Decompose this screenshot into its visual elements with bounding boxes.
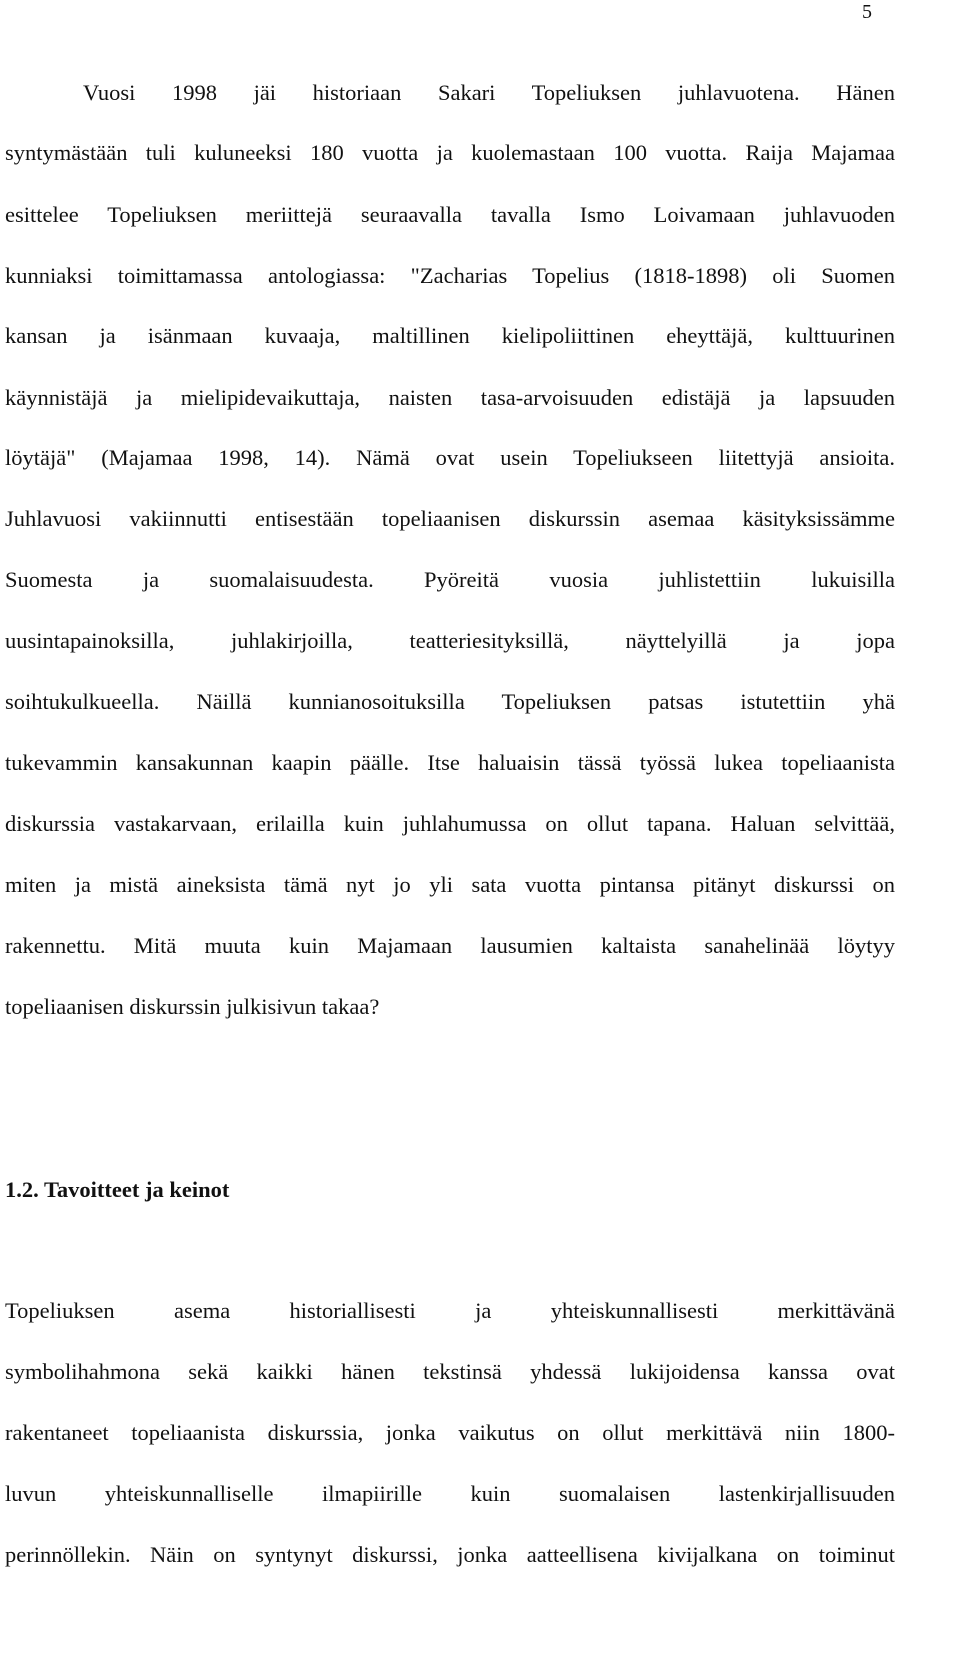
- text-line: rakentaneet topeliaanista diskurssia, jonka vaikutus on ollut merkittävä niin 1800-: [5, 1420, 895, 1445]
- text-line: käynnistäjä ja mielipidevaikuttaja, naisten tasa-arvoisuuden edistäjä ja lapsuuden: [5, 385, 895, 410]
- section-heading: 1.2. Tavoitteet ja keinot: [5, 1177, 230, 1202]
- text-line: miten ja mistä aineksista tämä nyt jo yli sata vuotta pintansa pitänyt diskurssi on: [5, 872, 895, 897]
- text-line: perinnöllekin. Näin on syntynyt diskurssi, jonka aatteellisena kivijalkana on toiminut: [5, 1542, 895, 1567]
- text-line: kansan ja isänmaan kuvaaja, maltillinen kielipoliittinen eheyttäjä, kulttuurinen: [5, 323, 895, 348]
- text-line: Juhlavuosi vakiinnutti entisestään topeliaanisen diskurssin asemaa käsityksissämme: [5, 506, 895, 531]
- text-line: löytäjä" (Majamaa 1998, 14). Nämä ovat usein Topeliukseen liitettyjä ansioita.: [5, 445, 895, 470]
- text-line: topeliaanisen diskurssin julkisivun takaa?: [5, 994, 380, 1019]
- text-line: diskurssia vastakarvaan, erilailla kuin juhlahumussa on ollut tapana. Haluan selvittää,: [5, 811, 895, 836]
- text-line: Vuosi 1998 jäi historiaan Sakari Topeliuksen juhlavuotena. Hänen: [83, 80, 895, 105]
- text-line: kunniaksi toimittamassa antologiassa: "Zacharias Topelius (1818-1898) oli Suomen: [5, 263, 895, 288]
- text-line: soihtukulkueella. Näillä kunnianosoituksilla Topeliuksen patsas istutettiin yhä: [5, 689, 895, 714]
- page-number: 5: [862, 1, 872, 23]
- text-line: uusintapainoksilla, juhlakirjoilla, teatteriesityksillä, näyttelyillä ja jopa: [5, 628, 895, 653]
- text-line: luvun yhteiskunnalliselle ilmapiirille kuin suomalaisen lastenkirjallisuuden: [5, 1481, 895, 1506]
- text-line: symbolihahmona sekä kaikki hänen tekstinsä yhdessä lukijoidensa kanssa ovat: [5, 1359, 895, 1384]
- text-line: Suomesta ja suomalaisuudesta. Pyöreitä vuosia juhlistettiin lukuisilla: [5, 567, 895, 592]
- text-line: syntymästään tuli kuluneeksi 180 vuotta ja kuolemastaan 100 vuotta. Raija Majamaa: [5, 140, 895, 165]
- text-line: esittelee Topeliuksen meriittejä seuraavalla tavalla Ismo Loivamaan juhlavuoden: [5, 202, 895, 227]
- text-line: tukevammin kansakunnan kaapin päälle. Itse haluaisin tässä työssä lukea topeliaanista: [5, 750, 895, 775]
- text-line: Topeliuksen asema historiallisesti ja yhteiskunnallisesti merkittävänä: [5, 1298, 895, 1323]
- text-line: rakennettu. Mitä muuta kuin Majamaan lausumien kaltaista sanahelinää löytyy: [5, 933, 895, 958]
